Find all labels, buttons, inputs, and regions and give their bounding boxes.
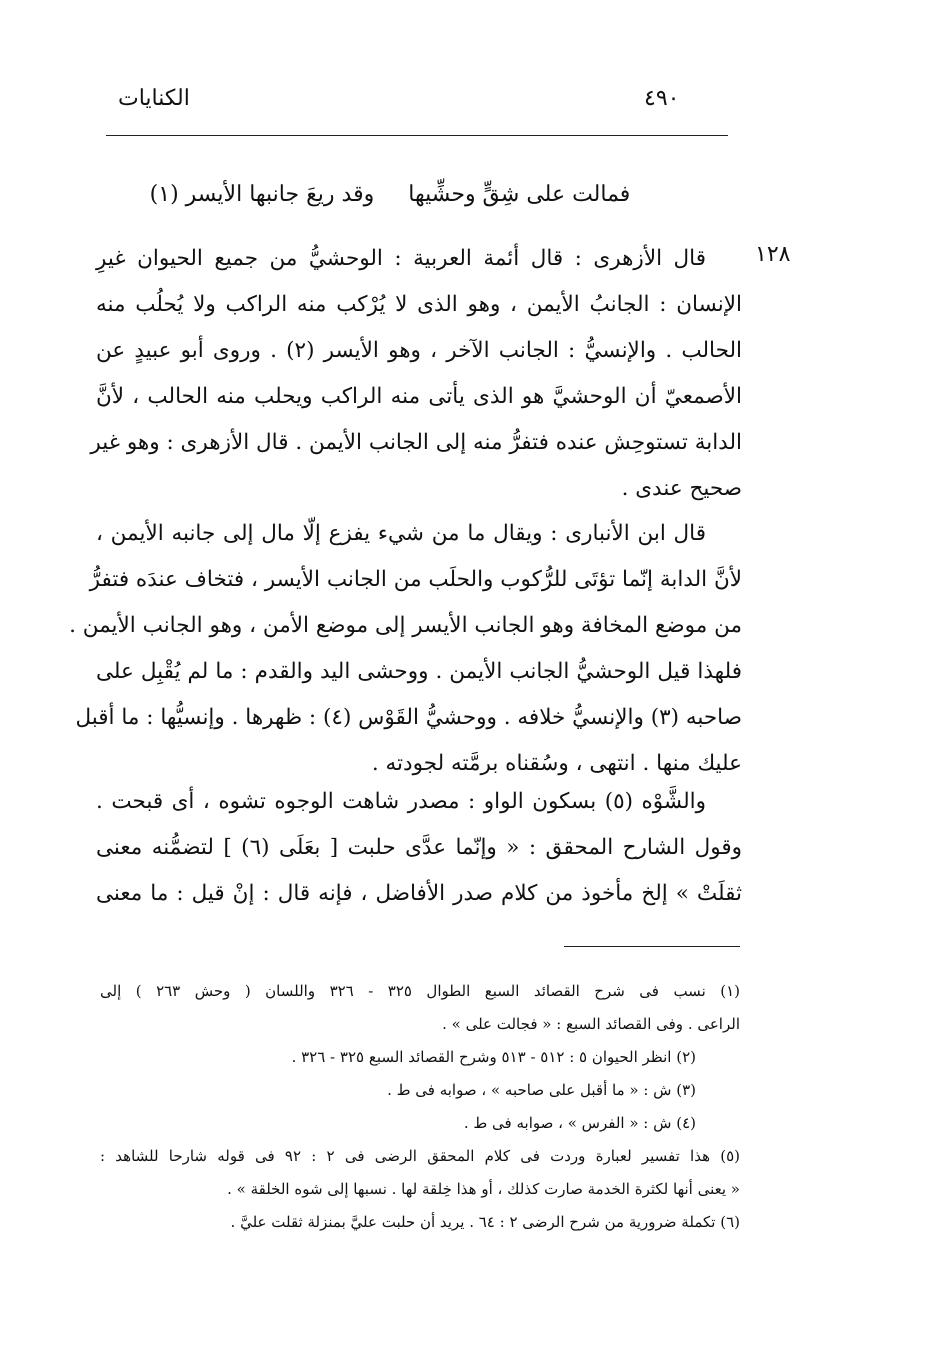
header-rule — [106, 135, 728, 136]
running-title: الكنايات — [118, 86, 190, 111]
footnote-line: (٣) ش : « ما أقبل على صاحبه » ، صوابه فى ط . — [387, 1081, 696, 1099]
footnote-line: « يعنى أنها لكثرة الخدمة صارت كذلك ، أو هذا خِلقة لها . نسبها إلى شوه الخلقة » . — [227, 1180, 740, 1198]
paragraph — [90, 236, 743, 512]
text-line: قال ابن الأنبارى : ويقال ما من شيء يفزع إلّا مال إلى جانبه الأيمن ، — [96, 521, 706, 546]
footnote-rule — [564, 946, 740, 947]
text-line: صاحبه (٣) والإنسيُّ خلافه . ووحشيُّ القَوْس (٤) : ظهرها . وإنسيُّها : ما أقبل — [75, 705, 742, 730]
paragraph — [69, 511, 742, 787]
text-line: وقول الشارح المحقق : « وإنّما عدَّى حلبت [ بعَلَى (٦) ] لتضمُّنه معنى — [96, 835, 743, 860]
text-line: صحيح عندى . — [621, 476, 742, 501]
text-line: عليك منها . انتهى ، وسُقناه برمَّته لجودته . — [371, 751, 742, 776]
footnote-line: (٤) ش : « الفرس » ، صوابه فى ط . — [463, 1114, 696, 1132]
text-line: الأصمعيّ أن الوحشيَّ هو الذى يأتى منه الراكب ويحلب منه الحالب ، لأنَّ — [96, 384, 742, 409]
text-line: قال الأزهرى : قال أئمة العربية : الوحشيُّ من جميع الحيوان غيرِ — [96, 246, 706, 271]
footnote-line: (٦) تكملة ضرورية من شرح الرضى ٢ : ٦٤ . يريد أن حلبت عليَّ بمنزلة ثقلت عليَّ . — [230, 1213, 740, 1231]
verse-first-hemistich: فمالت على شِقٍّ وحشِّيها — [408, 182, 631, 207]
footnote-line: (٢) انظر الحيوان ٥ : ٥١٢ - ٥١٣ وشرح القصائد السبع ٣٢٥ - ٣٢٦ . — [291, 1048, 696, 1066]
footnote-line: (١) نسب فى شرح القصائد السبع الطوال ٣٢٥ - ٣٢٦ واللسان ( وحش ٢٦٣ ) إلى — [100, 982, 740, 1000]
footnote-line: (٥) هذا تفسير لعبارة وردت فى كلام المحقق الرضى فى ٢ : ٩٢ فى قوله شارحا للشاهد : — [100, 1147, 740, 1165]
page-number: ٤٩٠ — [644, 86, 680, 111]
footnotes — [100, 975, 740, 1239]
paragraph — [96, 779, 742, 917]
text-line: فلهذا قيل الوحشيُّ الجانب الأيمن . ووحشى اليد والقدم : ما لم يُقْبِل على — [96, 659, 742, 684]
text-line: والشَّوْه (٥) بسكون الواو : مصدر شاهت الوجوه تشوه ، أى قبحت . — [96, 789, 707, 814]
text-line: لأنَّ الدابة إنّما تؤتَى للرُّكوب والحلَب من الجانب الأيسر ، فتخاف عندَه فتفرُّ — [89, 567, 742, 592]
footnote-line: الراعى . وفى القصائد السبع : « فجالت على » . — [442, 1015, 740, 1033]
text-line: من موضع المخافة وهو الجانب الأيسر إلى موضع الأمن ، وهو الجانب الأيمن . — [69, 613, 742, 638]
section-number: ١٢٨ — [755, 242, 791, 267]
text-line: الحالب . والإنسيُّ : الجانب الآخر ، وهو الأيسر (٢) . وروى أبو عبيدٍ عن — [96, 338, 743, 363]
verse-second-hemistich: وقد ريعَ جانبها الأيسر (١) — [149, 182, 375, 207]
text-line: الإنسان : الجانبُ الأيمن ، وهو الذى لا يُرْكب منه الراكب ولا يُحلُب منه — [96, 292, 742, 317]
text-line: ثقلَتْ » إلخ مأخوذ من كلام صدر الأفاضل ، فإنه قال : إنْ قيل : ما معنى — [96, 881, 742, 906]
text-line: الدابة تستوحِش عنده فتفرُّ منه إلى الجانب الأيمن . قال الأزهرى : وهو غير — [90, 430, 742, 455]
poetry-verse — [110, 182, 670, 207]
